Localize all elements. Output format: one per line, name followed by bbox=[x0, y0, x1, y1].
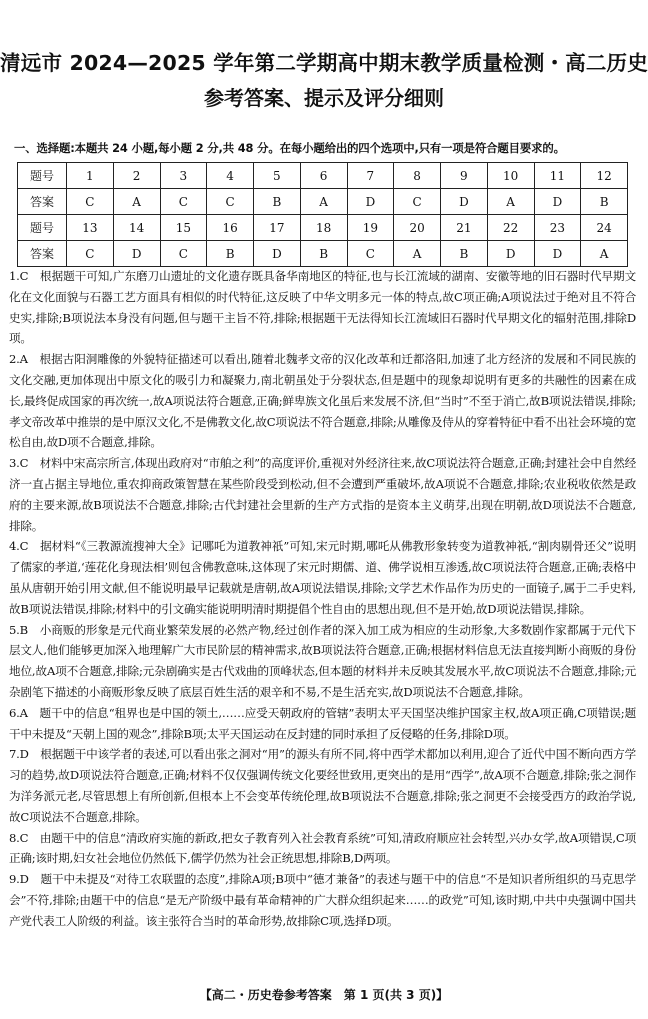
table-cell: 22 bbox=[487, 215, 534, 241]
table-cell: B bbox=[207, 241, 254, 267]
table-cell: D bbox=[534, 241, 581, 267]
table-cell: 7 bbox=[347, 163, 394, 189]
table-cell: A bbox=[581, 241, 628, 267]
table-cell: 5 bbox=[254, 163, 301, 189]
table-cell: 10 bbox=[487, 163, 534, 189]
row-label-answer: 答案 bbox=[18, 189, 67, 215]
table-cell: 15 bbox=[160, 215, 207, 241]
table-cell: 18 bbox=[300, 215, 347, 241]
table-cell: C bbox=[67, 241, 114, 267]
table-row bbox=[18, 215, 628, 241]
table-cell: 1 bbox=[67, 163, 114, 189]
table-row bbox=[18, 189, 628, 215]
table-cell: 8 bbox=[394, 163, 441, 189]
table-cell: D bbox=[441, 189, 488, 215]
table-cell: B bbox=[254, 189, 301, 215]
table-cell: D bbox=[113, 241, 160, 267]
row-label-answer: 答案 bbox=[18, 241, 67, 267]
table-cell: 21 bbox=[441, 215, 488, 241]
page-footer: 【高二・历史卷参考答案 第 1 页(共 3 页)】 bbox=[199, 988, 449, 1002]
table-cell: D bbox=[347, 189, 394, 215]
explanations bbox=[9, 266, 636, 932]
table-cell: 23 bbox=[534, 215, 581, 241]
table-cell: B bbox=[300, 241, 347, 267]
table-cell: A bbox=[113, 189, 160, 215]
table-cell: C bbox=[160, 189, 207, 215]
table-cell: 24 bbox=[581, 215, 628, 241]
explanation-item: 1.C 根据题干可知,广东磨刀山遗址的文化遗存既具备华南地区的特征,也与长江流域的湖南、安徽等地的旧石器时代早期文化在文化面貌与石器工艺方面具有相似的时代特征,这反映了中华文明多元一体的特点,故C项正确;A项说法过于绝对且不符合史实,排除;B项说法本身没有问题,但与题干主旨不符,排除;根据题干无法得知长江流域旧石器时代早期文化的辐射范围,排除D项。 bbox=[9, 269, 636, 346]
table-cell: 16 bbox=[207, 215, 254, 241]
table-cell: D bbox=[534, 189, 581, 215]
page-title: 清远市 2024—2025 学年第二学期高中期末教学质量检测・高二历史 bbox=[0, 51, 648, 75]
table-cell: 9 bbox=[441, 163, 488, 189]
table-cell: D bbox=[487, 241, 534, 267]
table-cell: 12 bbox=[581, 163, 628, 189]
table-cell: 11 bbox=[534, 163, 581, 189]
explanation-item: 3.C 材料中宋高宗所言,体现出政府对“市舶之利”的高度评价,重视对外经济往来,故C项说法符合题意,正确;封建社会中自然经济一直占据主导地位,重农抑商政策智慧在某些阶段受到松动,但不会遭到严重破坏,故A项说不合题意,排除;农业税收依然是政府的主要来源,故B项说法不合题意,排除;古代封建社会里新的生产方式指的是资本主义萌芽,出现在明朝,故D项说法不合题意,排除。 bbox=[9, 456, 636, 533]
table-cell: 6 bbox=[300, 163, 347, 189]
table-cell: A bbox=[300, 189, 347, 215]
table-cell: C bbox=[394, 189, 441, 215]
explanation-item: 4.C 据材料“《三教源流搜神大全》记哪吒为道教神祇”可知,宋元时期,哪吒从佛教形象转变为道教神祇,“割肉剔骨还父”说明了儒家的孝道,‘莲花化身现法相’则包含佛教意味,这体现了宋元时期儒、道、佛学说相互渗透,故C项说法符合题意,正确;表格中虽从唐朝开始引用文献,但不能说明最早记载就是唐朝,故A项说法错误,排除;文学艺术作品作为历史的一面镜子,属于二手史料,故B项说法错误,排除;材料中的引文确实能说明明清时期提倡个性自由的思想出现,但不是开始,故D项说法错误,排除。 bbox=[9, 539, 636, 616]
table-cell: B bbox=[441, 241, 488, 267]
row-label-number: 题号 bbox=[18, 163, 67, 189]
explanation-item: 8.C 由题干中的信息“清政府实施的新政,把女子教育列入社会教育系统”可知,清政府顺应社会转型,兴办女学,故A项错误,C项正确;该时期,妇女社会地位仍然低下,儒学仍然为社会正统思想,排除B,D两项。 bbox=[9, 830, 636, 866]
table-cell: D bbox=[254, 241, 301, 267]
table-cell: 4 bbox=[207, 163, 254, 189]
explanation-item: 9.D 题干中未提及“对待工农联盟的态度”,排除A项;B项中“德才兼备”的表述与题干中的信息“不是知识者所组织的马克思学会”不符,排除;由题干中的信息“是无产阶级中最有革命精神的广大群众组织起来……的政党”可知,该时期,中共中央强调中国共产党代表工人阶级的利益。该主张符合当时的革命形势,故排除C项,选择D项。 bbox=[9, 872, 636, 928]
section-heading: 一、选择题:本题共 24 小题,每小题 2 分,共 48 分。在每小题给出的四个选项中,只有一项是符合题目要求的。 bbox=[14, 141, 565, 155]
page-subtitle: 参考答案、提示及评分细则 bbox=[204, 86, 444, 110]
table-cell: 14 bbox=[113, 215, 160, 241]
table-cell: C bbox=[67, 189, 114, 215]
table-cell: 3 bbox=[160, 163, 207, 189]
table-cell: 19 bbox=[347, 215, 394, 241]
row-label-number: 题号 bbox=[18, 215, 67, 241]
explanation-item: 7.D 根据题干中该学者的表述,可以看出张之洞对“用”的源头有所不同,将中西学术都加以利用,迎合了近代中国不断向西方学习的趋势,故D项说法符合题意,正确;材料不仅仅强调传统文化要经世致用,更突出的是用“西学”,故A项不合题意,排除;张之洞作为洋务派元老,尽管思想上有所创新,但根本上不会变革传统伦理,故B项说法不合题意,排除;张之洞更不会接受西方的政治学说,故C项说法不合题意,排除。 bbox=[9, 747, 636, 824]
table-row bbox=[18, 163, 628, 189]
table-cell: C bbox=[160, 241, 207, 267]
explanation-item: 5.B 小商贩的形象是元代商业繁荣发展的必然产物,经过创作者的深入加工成为相应的生动形象,大多数剧作家都属于元代下层文人,他们能够更加深入地理解广大市民阶层的精神需求,故B项说法符合题意,正确;根据材料信息无法直接判断小商贩的身份地位,故A项不合题意,排除;元杂剧确实是古代戏曲的顶峰状态,但本题的材料并未反映其发展水平,故C项说法不合题意,排除;元杂剧笔下描述的小商贩形象反映了底层百姓生活的艰辛和不易,不是生活充实,故D项说法不合题意,排除。 bbox=[9, 622, 636, 699]
table-row bbox=[18, 241, 628, 267]
table-cell: A bbox=[487, 189, 534, 215]
table-cell: C bbox=[347, 241, 394, 267]
table-cell: 17 bbox=[254, 215, 301, 241]
answer-table bbox=[17, 162, 628, 267]
table-cell: 20 bbox=[394, 215, 441, 241]
table-cell: 13 bbox=[67, 215, 114, 241]
table-cell: 2 bbox=[113, 163, 160, 189]
explanation-item: 2.A 根据古阳洞雕像的外貌特征描述可以看出,随着北魏孝文帝的汉化改革和迁都洛阳,加速了北方经济的发展和不同民族的文化交融,更加体现出中原文化的吸引力和凝聚力,南北朝虽处于分裂状态,但是题中的现象却说明有更多的共融性的因素在成长,最终促成国家的再次统一,故A项说法符合题意,正确;鲜卑族文化虽后来发展不济,但“当时”不至于消亡,故B项说法错误,排除;孝文帝改革中推崇的是中原汉文化,不是佛教文化,故C项说法不符合题意,排除;从雕像及侍从的穿着特征中看不出社会环境的宽松自由,故D项不合题意,排除。 bbox=[9, 352, 636, 450]
table-cell: C bbox=[207, 189, 254, 215]
explanation-item: 6.A 题干中的信息“租界也是中国的领土,……应受天朝政府的管辖”表明太平天国坚决维护国家主权,故A项正确,C项错误;题干中未提及“天朝上国的观念”,排除B项;太平天国运动在反封建的同时承担了反侵略的任务,排除D项。 bbox=[9, 705, 636, 741]
table-cell: B bbox=[581, 189, 628, 215]
table-cell: A bbox=[394, 241, 441, 267]
